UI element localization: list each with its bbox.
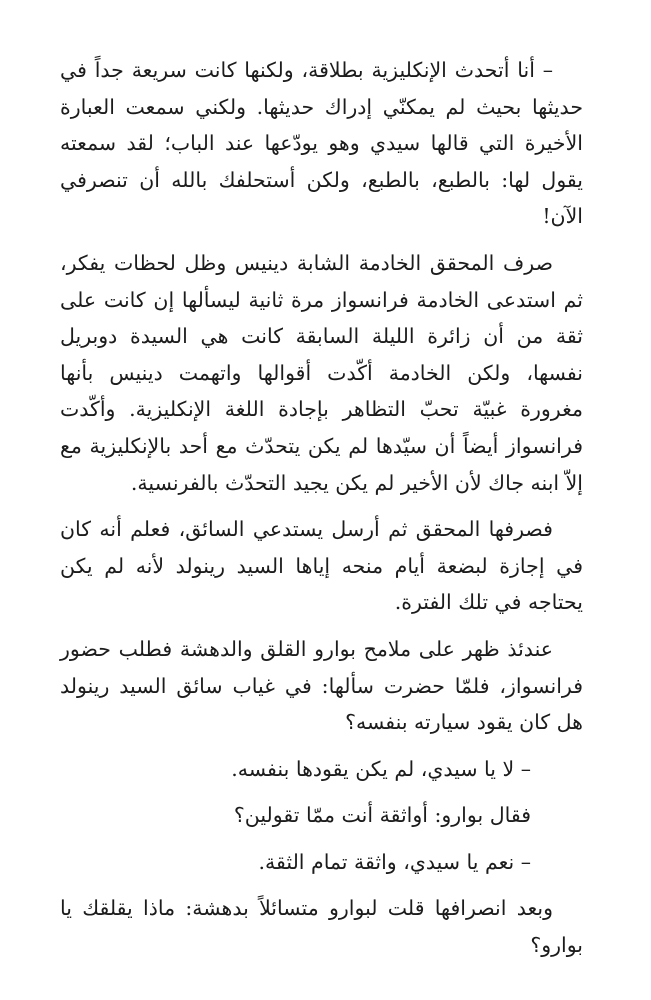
paragraph-english-conversation: – أنا أتحدث الإنكليزية بطلاقة، ولكنها كانت سريعة جداً في حديثها بحيث لم يمكنّي إدراك حديثها. ولكني سمعت العبارة الأخيرة التي قالها سيدي وهو يودّعها عند الباب؛ لقد سمعته يقول لها: بالطبع، بالطبع، ولكن أستحلفك بالله أن تنصرفي الآن! bbox=[60, 58, 583, 229]
paragraph-driver-leave: فصرفها المحقق ثم أرسل يستدعي السائق، فعلم أنه كان في إجازة لبضعة أيام منحه إياها السيد رينولد لأنه لم يكن يحتاجه في تلك الفترة. bbox=[60, 517, 583, 615]
dialogue-line-poirot-asks: فقال بوارو: أواثقة أنت ممّا تقولين؟ bbox=[233, 803, 531, 828]
paragraph-narrator-question: وبعد انصرافها قلت لبوارو متسائلاً بدهشة: ماذا يقلقك يا بوارو؟ bbox=[60, 896, 583, 958]
paragraph-maid-testimony: صرف المحقق الخادمة الشابة دينيس وظل لحظات يفكر، ثم استدعى الخادمة فرانسواز مرة ثانية ليسألها إن كانت على ثقة من أن زائرة الليلة السابقة كانت هي السيدة دوبريل نفسها، ولكن الخادمة أكّدت أقوالها واتهمت دينيس بأنها مغرورة غبيّة تحبّ التظاهر بإجادة اللغة الإنكليزية. وأكّدت فرانسواز أيضاً أن سيّدها لم يكن يتحدّث مع أحد بالإنكليزية مع إلاّ ابنه جاك لأن الأخير لم يكن يجيد التحدّث بالفرنسية. bbox=[60, 250, 583, 495]
paragraph-poirot-question: عندئذ ظهر على ملامح بوارو القلق والدهشة فطلب حضور فرانسواز، فلمّا حضرت سألها: في غياب سائق السيد رينولد هل كان يقود سيارته بنفسه؟ bbox=[60, 636, 583, 735]
dialogue-line-maid-confirms: – نعم يا سيدي، واثقة تمام الثقة. bbox=[258, 849, 531, 874]
dialogue-line-maid-answer: – لا يا سيدي، لم يكن يقودها بنفسه. bbox=[231, 756, 531, 781]
